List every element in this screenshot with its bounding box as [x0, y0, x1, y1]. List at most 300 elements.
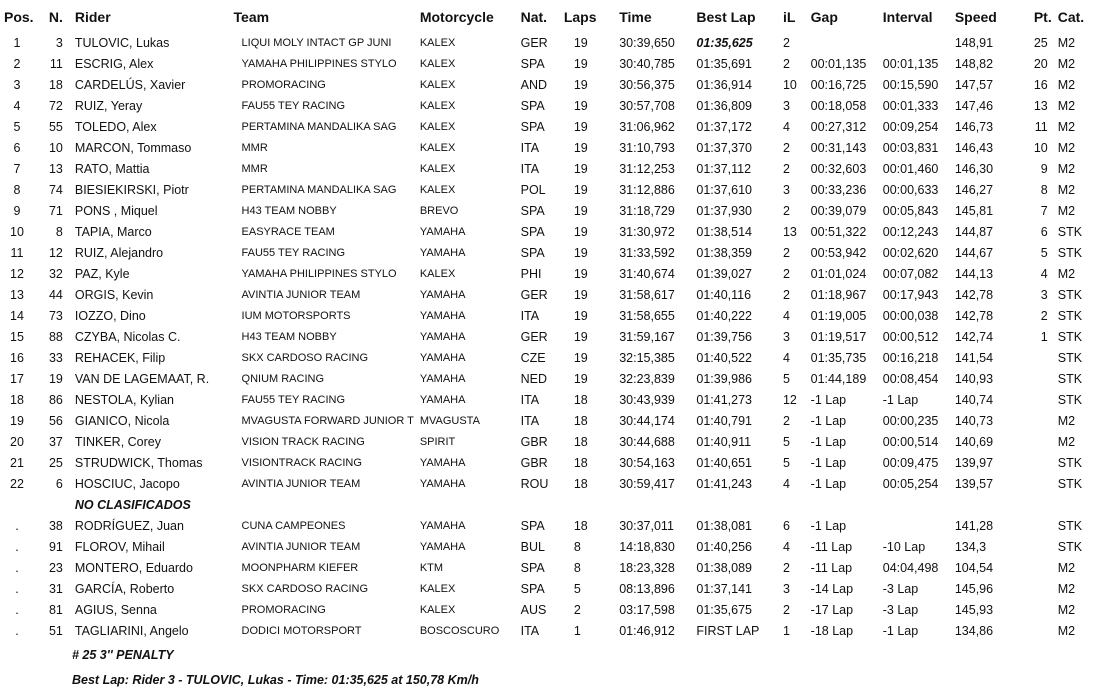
gap-cell: -1 Lap [810, 518, 847, 533]
laps-cell: 18 [573, 413, 588, 428]
motorcycle-cell: KALEX [419, 36, 456, 49]
motorcycle-cell: YAMAHA [419, 393, 466, 406]
gap-cell: -1 Lap [810, 413, 847, 428]
category-cell: STK [1057, 518, 1083, 533]
category-cell: STK [1057, 371, 1083, 386]
motorcycle-cell: YAMAHA [419, 372, 466, 385]
gap-cell: -18 Lap [810, 623, 854, 638]
interval-cell: 00:07,082 [882, 266, 939, 281]
points-cell: 5 [1040, 245, 1048, 260]
best-lap-cell: 01:36,914 [696, 77, 752, 92]
gap-cell: 00:33,236 [810, 182, 867, 197]
points-cell: 9 [1040, 161, 1048, 176]
category-cell: M2 [1057, 434, 1076, 449]
team-cell: SKX CARDOSO RACING [241, 351, 369, 364]
points-cell: 1 [1040, 329, 1048, 344]
motorcycle-cell: KALEX [419, 120, 456, 133]
best-lap-cell: 01:37,370 [696, 140, 752, 155]
pos-cell: 8 [13, 182, 21, 197]
il-cell: 2 [782, 35, 790, 50]
penalty-note: # 25 3'' PENALTY [72, 648, 174, 662]
il-cell: 2 [782, 602, 790, 617]
table-row [0, 599, 1097, 620]
speed-cell: 139,57 [954, 476, 994, 491]
points-cell: 2 [1040, 308, 1048, 323]
points-cell [1015, 431, 1056, 452]
il-cell: 10 [782, 77, 797, 92]
pos-cell: 6 [13, 140, 21, 155]
num-cell: 91 [48, 539, 63, 554]
best-lap-cell: 01:37,112 [696, 161, 752, 176]
best-lap-cell: 01:40,522 [696, 350, 752, 365]
motorcycle-cell: YAMAHA [419, 351, 466, 364]
gap-cell: 01:19,517 [810, 329, 867, 344]
speed-cell: 139,97 [954, 455, 994, 470]
header-il: iL [782, 9, 796, 25]
pos-cell: . [15, 539, 19, 554]
num-cell: 13 [48, 161, 63, 176]
laps-cell: 18 [573, 392, 588, 407]
table-row [0, 200, 1097, 221]
time-cell: 30:37,011 [619, 518, 674, 533]
table-row [0, 368, 1097, 389]
laps-cell: 18 [573, 455, 588, 470]
laps-cell: 19 [573, 245, 588, 260]
interval-cell: 00:00,235 [882, 413, 939, 428]
category-cell: STK [1057, 245, 1083, 260]
table-row [0, 116, 1097, 137]
table-row [0, 473, 1097, 494]
category-cell: M2 [1057, 602, 1076, 617]
category-cell: STK [1057, 350, 1083, 365]
gap-cell: 01:44,189 [810, 371, 867, 386]
header-time: Time [619, 9, 652, 25]
nat-cell: SPA [520, 560, 545, 575]
speed-cell: 104,54 [954, 560, 994, 575]
interval-cell: 00:15,590 [882, 77, 939, 92]
gap-cell: 01:18,967 [810, 287, 867, 302]
table-row [0, 347, 1097, 368]
header-pt: Pt. [1033, 9, 1052, 25]
not-classified-label: NO CLASIFICADOS [74, 497, 191, 512]
il-cell: 6 [782, 518, 790, 533]
laps-cell: 2 [573, 602, 581, 617]
num-cell: 55 [48, 119, 63, 134]
num-cell: 23 [48, 560, 63, 575]
num-cell: 32 [48, 266, 63, 281]
best-lap-cell: 01:40,256 [696, 539, 752, 554]
pos-cell: 22 [10, 476, 24, 491]
pos-cell: . [15, 602, 19, 617]
team-cell: FAU55 TEY RACING [241, 99, 346, 112]
interval-cell: 00:00,633 [882, 182, 939, 197]
laps-cell: 8 [573, 560, 581, 575]
table-row [0, 431, 1097, 452]
rider-cell: TOLEDO, Alex [74, 119, 157, 134]
points-cell [1015, 557, 1056, 578]
interval-cell: 00:08,454 [882, 371, 939, 386]
interval-cell: 00:05,254 [882, 476, 939, 491]
nat-cell: PHI [520, 266, 542, 281]
pos-cell: 16 [10, 350, 24, 365]
time-cell: 31:10,793 [619, 140, 675, 155]
team-cell: H43 TEAM NOBBY [241, 204, 337, 217]
points-cell [1015, 515, 1056, 536]
num-cell: 51 [48, 623, 63, 638]
nat-cell: ITA [520, 140, 540, 155]
nat-cell: ITA [520, 413, 540, 428]
motorcycle-cell: YAMAHA [419, 246, 466, 259]
interval-cell: 00:02,620 [882, 245, 939, 260]
nat-cell: NED [520, 371, 548, 386]
category-cell: STK [1057, 287, 1083, 302]
il-cell: 5 [782, 371, 790, 386]
best-lap-cell: 01:37,172 [696, 119, 752, 134]
nat-cell: ROU [520, 476, 549, 491]
interval-cell: 00:16,218 [882, 350, 939, 365]
speed-cell: 144,67 [954, 245, 994, 260]
interval-cell: 00:00,038 [882, 308, 939, 323]
time-cell: 30:43,939 [619, 392, 675, 407]
laps-cell: 19 [573, 308, 588, 323]
laps-cell: 19 [573, 35, 588, 50]
nat-cell: ITA [520, 623, 540, 638]
num-cell: 18 [48, 77, 63, 92]
rider-cell: MARCON, Tommaso [74, 140, 192, 155]
time-cell: 30:40,785 [619, 56, 675, 71]
rider-cell: PONS , Miquel [74, 203, 158, 218]
points-cell [1015, 452, 1056, 473]
nat-cell: AND [520, 77, 548, 92]
laps-cell: 19 [573, 350, 588, 365]
time-cell: 01:46,912 [619, 623, 675, 638]
laps-cell: 19 [573, 119, 588, 134]
num-cell: 81 [48, 602, 63, 617]
speed-cell: 147,46 [954, 98, 994, 113]
il-cell: 1 [782, 623, 790, 638]
nat-cell: SPA [520, 98, 545, 113]
gap-cell: -14 Lap [810, 581, 854, 596]
team-cell: SKX CARDOSO RACING [241, 582, 369, 595]
motorcycle-cell: YAMAHA [419, 330, 466, 343]
category-cell: M2 [1057, 98, 1076, 113]
team-cell: AVINTIA JUNIOR TEAM [241, 540, 361, 553]
best-lap-cell: 01:36,809 [696, 98, 752, 113]
num-cell: 86 [48, 392, 63, 407]
pos-cell: 4 [13, 98, 21, 113]
category-cell: M2 [1057, 77, 1076, 92]
interval-cell: -1 Lap [882, 392, 919, 407]
interval-cell: 00:17,943 [882, 287, 939, 302]
rider-cell: ESCRIG, Alex [74, 56, 154, 71]
num-cell: 3 [55, 35, 63, 50]
interval-cell: -1 Lap [882, 623, 919, 638]
interval-cell: 00:05,843 [882, 203, 939, 218]
time-cell: 31:58,655 [619, 308, 675, 323]
pos-cell: 19 [10, 413, 24, 428]
points-cell [1015, 599, 1056, 620]
category-cell: M2 [1057, 140, 1076, 155]
motorcycle-cell: KTM [419, 561, 444, 574]
rider-cell: RODRÍGUEZ, Juan [74, 518, 184, 533]
pos-cell: 7 [13, 161, 21, 176]
best-lap-cell: 01:40,222 [696, 308, 752, 323]
team-cell: PROMORACING [241, 603, 326, 616]
num-cell: 73 [48, 308, 63, 323]
nat-cell: GER [520, 329, 548, 344]
best-lap-cell: 01:40,791 [696, 413, 752, 428]
table-row [0, 326, 1097, 347]
nat-cell: SPA [520, 581, 545, 596]
nat-cell: SPA [520, 224, 545, 239]
header-laps: Laps [563, 9, 597, 25]
rider-cell: TAGLIARINI, Angelo [74, 623, 189, 638]
interval-cell: 00:09,475 [882, 455, 939, 470]
points-cell: 11 [1034, 119, 1048, 134]
motorcycle-cell: BREVO [419, 204, 459, 217]
header-best-lap: Best Lap [696, 9, 756, 25]
il-cell: 2 [782, 56, 790, 71]
category-cell: STK [1057, 329, 1083, 344]
category-cell: M2 [1057, 119, 1076, 134]
time-cell: 30:57,708 [619, 98, 675, 113]
best-lap-cell: 01:41,243 [696, 476, 752, 491]
category-cell: STK [1057, 392, 1083, 407]
motorcycle-cell: KALEX [419, 99, 456, 112]
best-lap-cell: 01:37,610 [696, 182, 752, 197]
gap-cell: 00:39,079 [810, 203, 867, 218]
category-cell: M2 [1057, 35, 1076, 50]
results-body [0, 32, 1097, 641]
rider-cell: TULOVIC, Lukas [74, 35, 170, 50]
laps-cell: 19 [573, 287, 588, 302]
points-cell [1015, 620, 1056, 641]
pos-cell: 11 [10, 245, 24, 260]
speed-cell: 145,93 [954, 602, 994, 617]
num-cell: 31 [48, 581, 63, 596]
team-cell: LIQUI MOLY INTACT GP JUNI [241, 36, 392, 49]
laps-cell: 19 [573, 161, 588, 176]
table-row [0, 305, 1097, 326]
il-cell: 3 [782, 182, 790, 197]
category-cell: M2 [1057, 203, 1076, 218]
header-rider: Rider [74, 9, 111, 25]
category-cell: STK [1057, 476, 1083, 491]
header-team: Team [233, 9, 270, 25]
speed-cell: 148,82 [954, 56, 994, 71]
laps-cell: 5 [573, 581, 581, 596]
points-cell: 16 [1033, 77, 1048, 92]
team-cell: YAMAHA PHILIPPINES STYLO [241, 57, 397, 70]
time-cell: 30:59,417 [619, 476, 675, 491]
points-cell: 13 [1033, 98, 1048, 113]
points-cell [1015, 410, 1056, 431]
pos-cell: 10 [10, 224, 24, 239]
rider-cell: GIANICO, Nicola [74, 413, 170, 428]
laps-cell: 19 [573, 140, 588, 155]
gap-cell: -1 Lap [810, 476, 847, 491]
nat-cell: SPA [520, 56, 545, 71]
num-cell: 11 [49, 56, 63, 71]
rider-cell: CARDELÚS, Xavier [74, 77, 186, 92]
points-cell: 7 [1040, 203, 1048, 218]
team-cell: VISION TRACK RACING [241, 435, 365, 448]
interval-cell [879, 515, 953, 536]
best-lap-cell: 01:35,691 [696, 56, 752, 71]
laps-cell: 19 [573, 77, 588, 92]
num-cell: 74 [48, 182, 63, 197]
table-row [0, 137, 1097, 158]
table-row [0, 536, 1097, 557]
points-cell: 8 [1040, 182, 1048, 197]
num-cell: 25 [48, 455, 63, 470]
gap-cell: 00:53,942 [810, 245, 867, 260]
interval-cell: 00:09,254 [882, 119, 939, 134]
time-cell: 30:44,688 [619, 434, 675, 449]
num-cell: 33 [48, 350, 63, 365]
gap-cell: 00:51,322 [810, 224, 867, 239]
motorcycle-cell: KALEX [419, 57, 456, 70]
rider-cell: REHACEK, Filip [74, 350, 166, 365]
rider-cell: IOZZO, Dino [74, 308, 146, 323]
nat-cell: AUS [520, 602, 547, 617]
interval-cell: 00:03,831 [882, 140, 939, 155]
team-cell: MVAGUSTA FORWARD JUNIOR T [241, 414, 414, 427]
table-row [0, 179, 1097, 200]
speed-cell: 148,91 [954, 35, 994, 50]
il-cell: 2 [782, 140, 790, 155]
team-cell: MMR [241, 141, 268, 154]
points-cell: 3 [1040, 287, 1048, 302]
num-cell: 38 [48, 518, 63, 533]
nat-cell: GBR [520, 455, 548, 470]
nat-cell: SPA [520, 518, 545, 533]
il-cell: 4 [782, 539, 790, 554]
team-cell: DODICI MOTORSPORT [241, 624, 362, 637]
laps-cell: 19 [573, 371, 588, 386]
time-cell: 31:59,167 [619, 329, 675, 344]
table-row [0, 158, 1097, 179]
category-cell: M2 [1057, 413, 1076, 428]
speed-cell: 140,74 [954, 392, 994, 407]
il-cell: 5 [782, 455, 790, 470]
time-cell: 30:39,650 [619, 35, 675, 50]
gap-cell: 01:01,024 [810, 266, 867, 281]
header-pos: Pos. [4, 9, 34, 25]
speed-cell: 146,73 [954, 119, 994, 134]
speed-cell: 145,81 [954, 203, 994, 218]
time-cell: 31:06,962 [619, 119, 675, 134]
time-cell: 18:23,328 [619, 560, 675, 575]
table-row [0, 32, 1097, 53]
table-row [0, 284, 1097, 305]
pos-cell: 9 [13, 203, 21, 218]
category-cell: STK [1057, 308, 1083, 323]
gap-cell: -17 Lap [810, 602, 854, 617]
speed-cell: 144,13 [954, 266, 994, 281]
gap-cell: 00:27,312 [810, 119, 867, 134]
num-cell: 8 [55, 224, 63, 239]
table-row [0, 221, 1097, 242]
header-num: N. [48, 9, 63, 25]
il-cell: 4 [782, 308, 790, 323]
speed-cell: 140,73 [954, 413, 994, 428]
table-row [0, 515, 1097, 536]
category-cell: STK [1057, 539, 1083, 554]
header-motorcycle: Motorcycle [419, 9, 494, 25]
laps-cell: 18 [573, 518, 588, 533]
speed-cell: 145,96 [954, 581, 994, 596]
speed-cell: 134,3 [954, 539, 987, 554]
table-row [0, 620, 1097, 641]
points-cell [1015, 368, 1056, 389]
rider-cell: RATO, Mattia [74, 161, 150, 176]
laps-cell: 19 [573, 224, 588, 239]
best-lap-cell: 01:39,986 [696, 371, 752, 386]
header-row [0, 0, 1097, 32]
laps-cell: 19 [573, 98, 588, 113]
time-cell: 31:12,886 [619, 182, 675, 197]
pos-cell: 5 [13, 119, 21, 134]
il-cell: 5 [782, 434, 790, 449]
best-lap-cell: 01:40,651 [696, 455, 752, 470]
table-row [0, 410, 1097, 431]
points-cell [1015, 389, 1056, 410]
gap-cell: -11 Lap [810, 539, 853, 554]
gap-cell: 00:32,603 [810, 161, 867, 176]
motorcycle-cell: YAMAHA [419, 477, 466, 490]
speed-cell: 141,28 [954, 518, 994, 533]
table-row [0, 389, 1097, 410]
rider-cell: VAN DE LAGEMAAT, R. [74, 371, 210, 386]
pos-cell: 20 [10, 434, 24, 449]
motorcycle-cell: YAMAHA [419, 225, 466, 238]
gap-cell: -1 Lap [810, 392, 847, 407]
interval-cell [879, 32, 953, 53]
il-cell: 2 [782, 287, 790, 302]
time-cell: 30:56,375 [619, 77, 675, 92]
nat-cell: CZE [520, 350, 546, 365]
motorcycle-cell: KALEX [419, 267, 456, 280]
nat-cell: GER [520, 287, 548, 302]
best-lap-cell: 01:35,675 [696, 602, 752, 617]
motorcycle-cell: YAMAHA [419, 288, 466, 301]
interval-cell: -3 Lap [882, 602, 919, 617]
points-cell: 10 [1033, 140, 1048, 155]
time-cell: 03:17,598 [619, 602, 675, 617]
spacer [0, 494, 67, 515]
best-lap-cell: 01:38,081 [696, 518, 752, 533]
rider-cell: NESTOLA, Kylian [74, 392, 174, 407]
gap-cell: -1 Lap [810, 455, 847, 470]
interval-cell: 00:01,333 [882, 98, 939, 113]
num-cell: 56 [48, 413, 63, 428]
pos-cell: 15 [10, 329, 24, 344]
category-cell: M2 [1057, 623, 1076, 638]
best-lap-cell: 01:40,116 [696, 287, 752, 302]
speed-cell: 140,93 [954, 371, 994, 386]
team-cell: MMR [241, 162, 268, 175]
header-nat: Nat. [520, 9, 548, 25]
gap-cell: 01:19,005 [810, 308, 867, 323]
il-cell: 2 [782, 203, 790, 218]
il-cell: 3 [782, 98, 790, 113]
team-cell: FAU55 TEY RACING [241, 393, 346, 406]
points-cell: 6 [1040, 224, 1048, 239]
motorcycle-cell: MVAGUSTA [419, 414, 480, 427]
interval-cell: 00:00,514 [882, 434, 939, 449]
team-cell: MOONPHARM KIEFER [241, 561, 359, 574]
